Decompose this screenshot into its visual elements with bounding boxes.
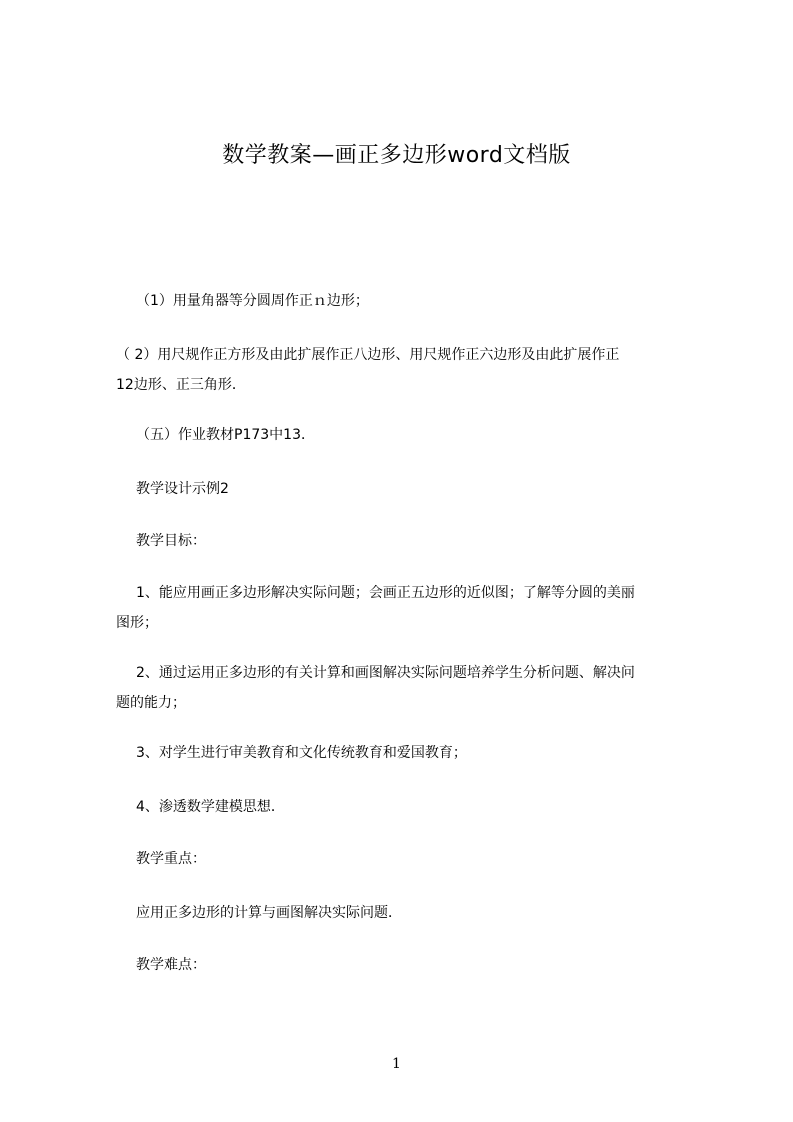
paragraph-line: （1）用量角器等分圆周作正ｎ边形；: [136, 293, 369, 309]
document-title: 数学教案—画正多边形word文档版: [222, 143, 571, 168]
paragraph-line: （ 2）用尺规作正方形及由此扩展作正八边形、用尺规作正六边形及由此扩展作正: [116, 347, 620, 363]
paragraph-line: 4、渗透数学建模思想．: [136, 799, 285, 815]
paragraph-line: 教学重点：: [136, 851, 206, 867]
paragraph-line: 1、能应用画正多边形解决实际问题；会画正五边形的近似图；了解等分圆的美丽: [136, 585, 635, 601]
paragraph-difficulties-heading: [116, 950, 712, 980]
paragraph-homework: [116, 420, 712, 450]
paragraph-objective-2: [116, 658, 712, 718]
paragraph-key-points: [116, 898, 712, 928]
paragraph-design-example: [116, 474, 712, 504]
paragraph-line: 12边形、正三角形．: [116, 377, 246, 393]
paragraph-line: 题的能力；: [116, 695, 186, 711]
paragraph-objective-1: [116, 578, 712, 638]
paragraph-key-points-heading: [116, 844, 712, 874]
page-number: 1: [392, 1056, 401, 1072]
paragraph-line: 图形；: [116, 615, 158, 631]
paragraph-line: 3、对学生进行审美教育和文化传统教育和爱国教育；: [136, 745, 467, 761]
paragraph-line: （五）作业教材P173中13．: [136, 427, 315, 443]
paragraph-line: 教学设计示例2: [136, 481, 229, 497]
paragraph-line: 教学目标：: [136, 533, 206, 549]
paragraph-line: 教学难点：: [136, 957, 206, 973]
paragraph-line: 应用正多边形的计算与画图解决实际问题．: [136, 905, 402, 921]
paragraph-objective-3: [116, 738, 712, 768]
paragraph-step-1: [116, 286, 712, 316]
paragraph-step-2: [116, 340, 712, 400]
paragraph-objectives-heading: [116, 526, 712, 556]
paragraph-line: 2、通过运用正多边形的有关计算和画图解决实际问题培养学生分析问题、解决问: [136, 665, 635, 681]
paragraph-objective-4: [116, 792, 712, 822]
